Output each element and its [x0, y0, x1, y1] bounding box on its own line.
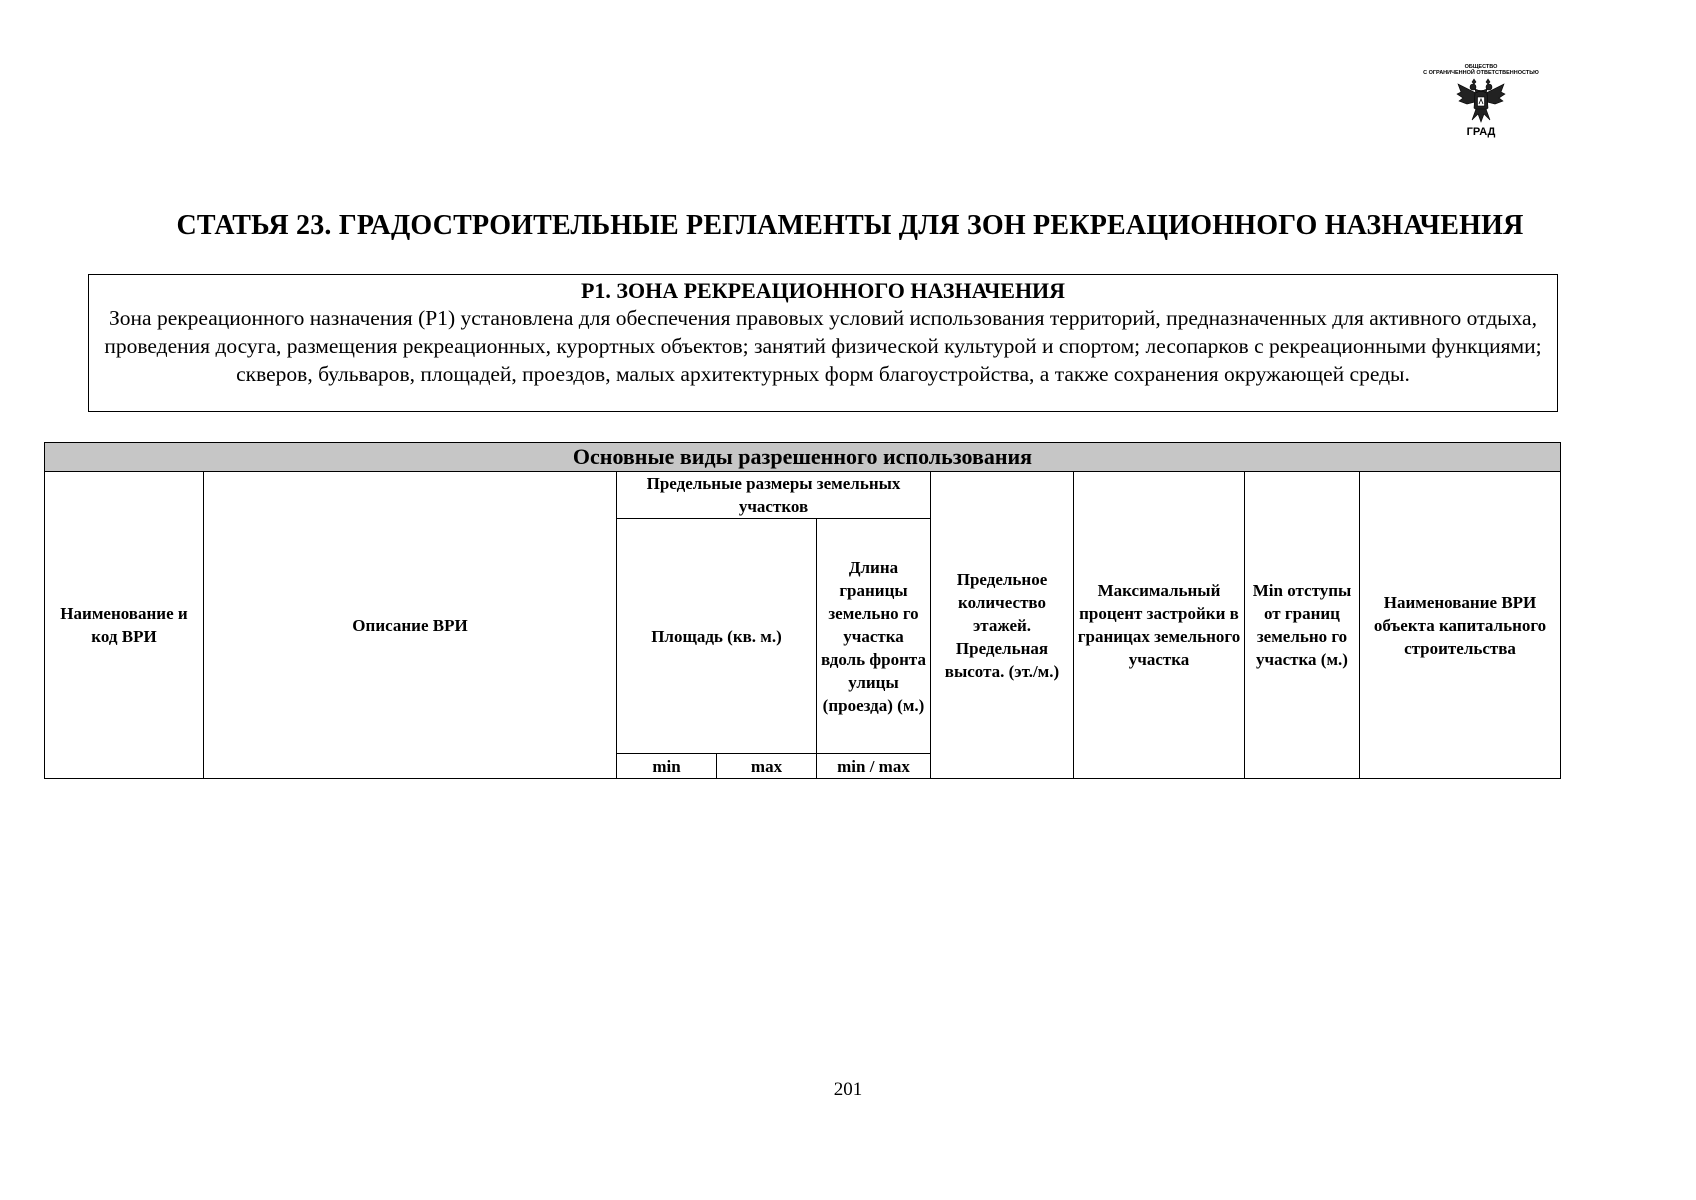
zone-description: Зона рекреационного назначения (Р1) установлена для обеспечения правовых условий использования территорий, предназначенных для активного отдыха, проведения досуга, размещения рекреационных, курортных объектов; занятий физической культурой и спортом; лесопарков с рекреационными функциями; скверов, бульваров, площадей, проездов, малых архитектурных форм благоустройства, а также сохранения окружающей среды. [104, 306, 1542, 386]
logo-company-name: ГРАД [1466, 126, 1496, 138]
zone-description-box [88, 274, 1558, 412]
regulations-table [44, 442, 1561, 779]
header-name-code: Наименование и код ВРИ [45, 472, 204, 779]
header-floors-height: Предельное количество этажей. Предельная высота. (эт./м.) [931, 472, 1074, 779]
double-headed-eagle-icon [1456, 78, 1506, 126]
page-number: 201 [833, 1079, 863, 1100]
company-logo [1392, 64, 1570, 138]
logo-org-line: ОБЩЕСТВО [1464, 64, 1498, 70]
header-description: Описание ВРИ [204, 472, 617, 779]
subheader-min-max: min / max [817, 754, 931, 779]
logo-org-line: С ОГРАНИЧЕННОЙ ОТВЕТСТВЕННОСТЬЮ [1423, 70, 1539, 76]
zone-title: Р1. ЗОНА РЕКРЕАЦИОННОГО НАЗНАЧЕНИЯ [580, 278, 1066, 303]
article-title: СТАТЬЯ 23. ГРАДОСТРОИТЕЛЬНЫЕ РЕГЛАМЕНТЫ ДЛЯ ЗОН РЕКРЕАЦИОННОГО НАЗНАЧЕНИЯ [176, 210, 1524, 241]
header-front-length: Длина границы земельно го участка вдоль фронта улицы (проезда) (м.) [817, 519, 931, 754]
header-capital-object: Наименование ВРИ объекта капитального строительства [1360, 472, 1561, 779]
header-min-setbacks: Min отступы от границ земельно го участка (м.) [1245, 472, 1360, 779]
subheader-min: min [617, 754, 717, 779]
table-band-title: Основные виды разрешенного использования [45, 443, 1561, 472]
subheader-max: max [717, 754, 817, 779]
header-area: Площадь (кв. м.) [617, 519, 817, 754]
header-max-build-percent: Максимальный процент застройки в границах земельного участка [1074, 472, 1245, 779]
header-plot-sizes-group: Предельные размеры земельных участков [617, 472, 931, 519]
